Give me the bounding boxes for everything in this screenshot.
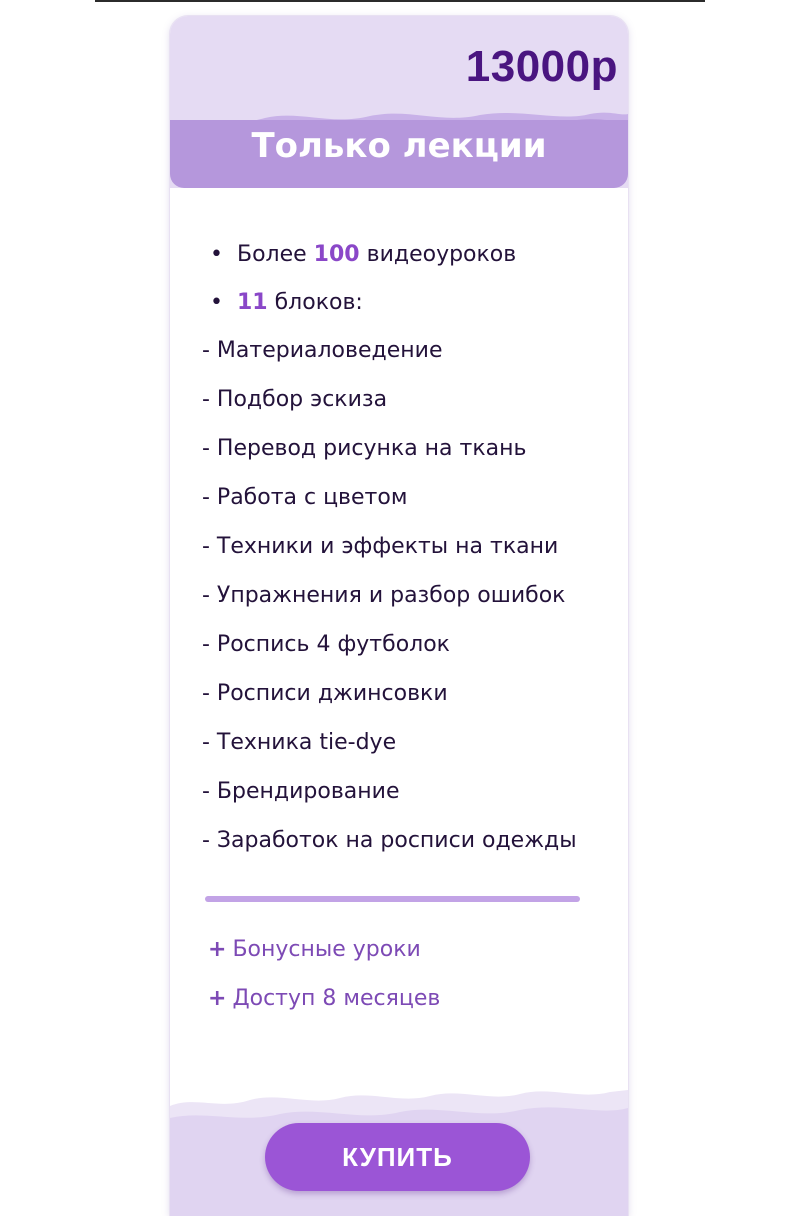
plan-price: 13000р <box>465 42 618 91</box>
feature-list <box>202 241 622 876</box>
bonus-label: Доступ 8 месяцев <box>232 986 441 1011</box>
plus-icon: + <box>208 937 227 962</box>
list-item <box>202 241 622 289</box>
bonus-item <box>208 936 608 985</box>
module-item-denim: - Росписи джинсовки <box>202 681 448 706</box>
list-item <box>202 289 622 337</box>
bonus-label: Бонусные уроки <box>232 937 421 962</box>
bullet-icon: • <box>210 242 223 267</box>
feature-text-prefix: Более <box>236 242 314 267</box>
feature-text-suffix: видеоуроков <box>359 242 517 267</box>
bonus-item <box>208 985 608 1034</box>
module-item-transfer: - Перевод рисунка на ткань <box>202 436 527 461</box>
module-item-tie-dye: - Техника tie-dye <box>202 730 397 755</box>
section-divider <box>205 896 580 902</box>
buy-button[interactable]: КУПИТЬ <box>265 1123 530 1191</box>
module-item-exercises: - Упражнения и разбор ошибок <box>202 583 566 608</box>
feature-text-suffix: блоков: <box>267 290 363 315</box>
module-item-branding: - Брендирование <box>202 779 400 804</box>
plan-title: Только лекции <box>251 126 547 166</box>
plus-icon: + <box>208 986 227 1011</box>
module-item-sketch: - Подбор эскиза <box>202 387 388 412</box>
module-item-earning: - Заработок на росписи одежды <box>202 828 577 853</box>
top-divider-line <box>95 0 705 2</box>
module-item-tshirts: - Роспись 4 футболок <box>202 632 450 657</box>
bullet-icon: • <box>210 290 223 315</box>
pricing-card <box>170 16 628 1216</box>
bonus-list <box>208 936 608 1034</box>
module-item-techniques: - Техники и эффекты на ткани <box>202 534 559 559</box>
module-item-materials: - Материаловедение <box>202 338 443 363</box>
feature-number: 11 <box>236 290 268 315</box>
module-item-color: - Работа с цветом <box>202 485 408 510</box>
feature-number: 100 <box>313 242 360 267</box>
